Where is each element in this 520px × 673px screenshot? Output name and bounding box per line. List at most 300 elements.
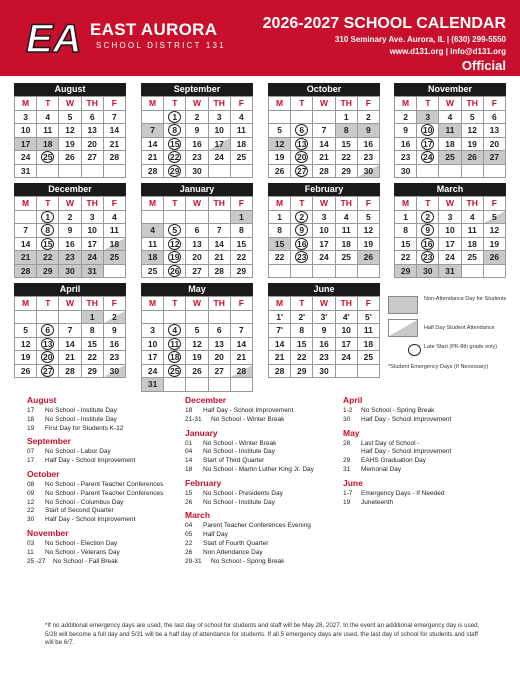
event-date: 1-2: [343, 407, 353, 414]
day-cell: 25: [142, 265, 164, 279]
day-cell: 14: [231, 338, 253, 352]
day-cell: 5: [15, 324, 37, 338]
day-cell: 17: [209, 138, 231, 152]
event-description: No School - Spring Break: [211, 557, 285, 565]
day-cell: 26: [186, 365, 208, 379]
weekday-header: T: [417, 97, 439, 111]
emergency-day-mark: *: [280, 327, 283, 334]
event-row: [27, 490, 163, 499]
month-name: November: [394, 83, 506, 96]
day-cell: 19: [484, 238, 506, 252]
day-cell: 30: [186, 165, 208, 179]
weekday-header: TH: [82, 197, 104, 211]
day-cell: 16: [313, 338, 335, 352]
day-cell: 21: [313, 151, 335, 165]
weekday-header: T: [37, 297, 59, 311]
day-cell: 8: [231, 224, 253, 238]
day-cell: 10: [15, 124, 37, 138]
day-cell: 4: [439, 111, 461, 125]
day-cell: 21: [269, 351, 291, 365]
day-cell: 13: [209, 338, 231, 352]
logo-letters: EA: [26, 17, 82, 60]
legend-late-start-circle-icon: [408, 344, 421, 356]
empty-day-cell: [313, 111, 335, 125]
day-cell: 21: [15, 251, 37, 265]
day-cell: 18: [439, 138, 461, 152]
event-month-heading: October: [27, 468, 60, 479]
weekday-header: T: [417, 197, 439, 211]
day-cell: 30: [313, 365, 335, 379]
day-cell: 30: [59, 265, 81, 279]
month-august: [14, 83, 126, 189]
day-cell: 17: [142, 351, 164, 365]
day-cell: [164, 365, 186, 379]
weekday-header: M: [15, 197, 37, 211]
day-cell: 17: [439, 238, 461, 252]
event-description: No School - Institute Day: [203, 448, 275, 456]
day-cell: 1: [82, 311, 104, 325]
day-cell: [291, 251, 313, 265]
weekday-header: TH: [462, 197, 484, 211]
event-date: 18: [27, 415, 35, 423]
event-month-heading: June: [343, 477, 363, 488]
event-date: 28: [343, 439, 351, 447]
day-cell: 2: [358, 111, 380, 125]
late-start-day: 22: [170, 152, 180, 163]
weekday-header: W: [313, 197, 335, 211]
day-cell: 24: [209, 151, 231, 165]
day-cell: [164, 165, 186, 179]
day-cell: 13: [186, 238, 208, 252]
day-cell: 9: [358, 124, 380, 138]
event-description: No School - Winter Break: [203, 439, 277, 447]
event-row: [27, 549, 163, 558]
month-name: September: [141, 83, 253, 96]
day-cell: 7: [142, 124, 164, 138]
day-cell: 20: [484, 138, 506, 152]
day-cell: 11: [439, 124, 461, 138]
day-cell: 16: [104, 338, 126, 352]
event-row: [343, 457, 451, 466]
event-row: [27, 448, 163, 457]
event-row: [343, 416, 451, 425]
weekday-header: F: [104, 97, 126, 111]
weekday-header: M: [15, 97, 37, 111]
day-cell: 22: [336, 151, 358, 165]
day-cell: 17: [313, 238, 335, 252]
day-cell: 25: [358, 351, 380, 365]
day-cell: 3: [439, 211, 461, 225]
weekday-header: W: [59, 297, 81, 311]
month-may: [141, 283, 253, 389]
event-date: 07: [27, 448, 35, 456]
event-description: No School - Parent Teacher Conferences: [45, 480, 164, 488]
late-start-day: 18: [170, 352, 180, 363]
event-date: 11: [27, 548, 34, 556]
event-description: Half Day - School Improvement: [361, 415, 452, 423]
day-cell: 4: [37, 111, 59, 125]
event-date: 31: [343, 465, 351, 473]
day-cell: [37, 211, 59, 225]
month-day-grid: [14, 96, 126, 178]
day-cell: 14: [313, 138, 335, 152]
event-month-heading: March: [185, 510, 211, 521]
weekday-header: T: [37, 97, 59, 111]
month-day-grid: [394, 196, 506, 278]
official-label: Official: [461, 58, 506, 73]
day-cell: 7: [59, 324, 81, 338]
day-cell: 5 *: [358, 311, 380, 325]
weekday-header: TH: [209, 197, 231, 211]
event-row: [343, 407, 451, 416]
day-cell: 27: [484, 151, 506, 165]
day-cell: 11: [336, 224, 358, 238]
day-cell: [37, 224, 59, 238]
day-cell: 25: [104, 251, 126, 265]
event-row: [185, 440, 314, 449]
weekday-header: M: [269, 197, 291, 211]
late-start-day: 13: [43, 338, 53, 349]
weekday-header: TH: [462, 97, 484, 111]
empty-day-cell: [186, 378, 208, 392]
day-cell: 14: [209, 238, 231, 252]
empty-day-cell: [82, 165, 104, 179]
legend-late-start-label: Late Start (PK-8th grade only): [424, 344, 498, 350]
day-cell: 17: [82, 238, 104, 252]
day-cell: 6: [209, 324, 231, 338]
month-day-grid: [268, 296, 380, 378]
event-date: 17: [27, 407, 35, 414]
day-cell: [291, 224, 313, 238]
day-cell: 21: [142, 151, 164, 165]
event-row: [27, 425, 163, 434]
day-cell: [37, 351, 59, 365]
event-month-heading: May: [343, 427, 360, 438]
month-name: April: [14, 283, 126, 296]
day-cell: [417, 211, 439, 225]
event-description: Half Day - School Improvement: [45, 457, 136, 465]
day-cell: [291, 211, 313, 225]
event-date: 18: [185, 407, 193, 414]
day-cell: 8: [269, 224, 291, 238]
day-cell: 7: [104, 111, 126, 125]
weekday-header: T: [164, 97, 186, 111]
day-cell: 7: [313, 124, 335, 138]
legend-half-day-label: Half Day Student Attendance: [424, 325, 495, 331]
month-day-grid: [141, 296, 253, 392]
weekday-header: M: [142, 297, 164, 311]
event-date: 1-7: [343, 489, 353, 497]
day-cell: 4: [142, 224, 164, 238]
day-cell: 25: [462, 251, 484, 265]
day-cell: [37, 151, 59, 165]
day-cell: 1: [395, 211, 417, 225]
day-cell: 6: [82, 111, 104, 125]
late-start-day: 25: [170, 365, 180, 376]
month-june: [268, 283, 380, 389]
event-month-heading: September: [27, 436, 71, 447]
empty-day-cell: [439, 165, 461, 179]
day-cell: 4: [336, 211, 358, 225]
day-cell: 28: [59, 365, 81, 379]
day-cell: 23: [104, 351, 126, 365]
event-description: No School - Winter Break: [211, 415, 285, 423]
emergency-day-mark: *: [325, 313, 328, 320]
day-cell: 1: [231, 211, 253, 225]
weekday-header: TH: [209, 297, 231, 311]
day-cell: 31: [142, 378, 164, 392]
event-date: 17: [27, 457, 35, 465]
district-subtitle: SCHOOL DISTRICT 131: [96, 41, 226, 50]
late-start-day: 6: [295, 124, 308, 136]
event-date: 12: [27, 498, 35, 506]
weekday-header: M: [142, 197, 164, 211]
day-cell: 18: [142, 251, 164, 265]
late-start-day: 23: [297, 252, 307, 263]
month-name: August: [14, 83, 126, 96]
late-start-day: 16: [297, 238, 307, 249]
day-cell: 22: [231, 251, 253, 265]
day-cell: 18: [104, 238, 126, 252]
day-cell: 11: [37, 124, 59, 138]
event-description: No School - Presidents Day: [203, 489, 283, 497]
late-start-day: 6: [41, 324, 54, 336]
day-cell: 12: [269, 138, 291, 152]
day-cell: 2: [186, 111, 208, 125]
day-cell: 15: [336, 138, 358, 152]
event-row: [185, 448, 314, 457]
event-row: [27, 407, 163, 416]
empty-day-cell: [336, 365, 358, 379]
day-cell: 10: [82, 224, 104, 238]
day-cell: [164, 224, 186, 238]
day-cell: [164, 324, 186, 338]
day-cell: 12: [15, 338, 37, 352]
event-date: 05: [185, 531, 193, 539]
day-cell: 15: [291, 338, 313, 352]
day-cell: 22: [82, 351, 104, 365]
day-cell: 18: [358, 338, 380, 352]
day-cell: 26: [358, 251, 380, 265]
day-cell: [291, 238, 313, 252]
day-cell: 22: [269, 251, 291, 265]
day-cell: [164, 338, 186, 352]
month-october: [268, 83, 380, 189]
day-cell: 31: [82, 265, 104, 279]
event-month-heading: December: [185, 395, 227, 405]
day-cell: 19: [358, 238, 380, 252]
month-name: June: [268, 283, 380, 296]
day-cell: 15: [82, 338, 104, 352]
event-description: Memorial Day: [361, 465, 402, 473]
day-cell: 2: [59, 211, 81, 225]
day-cell: 3: [417, 111, 439, 125]
day-cell: 21: [104, 138, 126, 152]
day-cell: [164, 111, 186, 125]
day-cell: 26: [59, 151, 81, 165]
late-start-day: 11: [170, 338, 180, 349]
event-date: 29: [343, 457, 351, 465]
day-cell: 14: [59, 338, 81, 352]
event-date: 14: [185, 457, 193, 465]
day-cell: 23: [59, 251, 81, 265]
calendar-title: 2026-2027 SCHOOL CALENDAR: [262, 15, 506, 32]
emergency-day-mark: *: [303, 313, 306, 320]
day-cell: 9: [313, 324, 335, 338]
day-cell: 5: [358, 211, 380, 225]
day-cell: 11: [462, 224, 484, 238]
day-cell: 29: [231, 265, 253, 279]
empty-day-cell: [484, 165, 506, 179]
event-date: 26: [185, 548, 193, 556]
day-cell: 11: [142, 238, 164, 252]
weekday-header: W: [186, 197, 208, 211]
day-cell: [37, 324, 59, 338]
day-cell: 27: [82, 151, 104, 165]
day-cell: 5: [484, 211, 506, 225]
events-column-2: [185, 392, 314, 566]
event-row: [185, 416, 314, 425]
empty-day-cell: [186, 211, 208, 225]
event-description: No School - Columbus Day: [45, 498, 124, 506]
month-day-grid: [14, 196, 126, 278]
event-description: No School - Institute Day: [203, 498, 275, 506]
day-cell: 21: [231, 351, 253, 365]
late-start-day: 25: [43, 152, 53, 163]
day-cell: 10: [439, 224, 461, 238]
day-cell: 10: [209, 124, 231, 138]
late-start-day: 4: [168, 324, 181, 336]
day-cell: 19: [186, 351, 208, 365]
day-cell: 4: [462, 211, 484, 225]
event-row: [27, 457, 163, 466]
late-start-day: 10: [423, 125, 433, 136]
day-cell: 5: [186, 324, 208, 338]
empty-day-cell: [164, 311, 186, 325]
day-cell: 23: [313, 351, 335, 365]
event-row: [185, 549, 314, 558]
day-cell: 5: [59, 111, 81, 125]
weekday-header: F: [231, 297, 253, 311]
event-description: Emergency Days - If Needed: [361, 489, 445, 497]
late-start-day: 2: [421, 211, 434, 223]
late-start-day: 13: [297, 138, 307, 149]
event-row: [343, 440, 451, 449]
event-date: 19: [343, 498, 351, 506]
month-name: January: [141, 183, 253, 196]
weekday-header: F: [104, 197, 126, 211]
event-description: No School - Labor Day: [45, 448, 111, 456]
day-cell: 8: [336, 124, 358, 138]
day-cell: 4: [104, 211, 126, 225]
weekday-header: F: [231, 97, 253, 111]
day-cell: 5: [462, 111, 484, 125]
day-cell: 22: [395, 251, 417, 265]
month-day-grid: [14, 296, 126, 378]
day-cell: 2 *: [291, 311, 313, 325]
month-day-grid: [394, 96, 506, 178]
empty-day-cell: [462, 165, 484, 179]
weekday-header: M: [269, 97, 291, 111]
day-cell: 30: [395, 165, 417, 179]
day-cell: 24: [439, 251, 461, 265]
month-name: February: [268, 183, 380, 196]
late-start-day: 5: [168, 224, 181, 236]
day-cell: 10: [336, 324, 358, 338]
day-cell: 7: [231, 324, 253, 338]
late-start-day: 29: [170, 165, 180, 176]
event-date: 25 -27: [27, 557, 46, 565]
month-name: May: [141, 283, 253, 296]
month-april: [14, 283, 126, 389]
empty-day-cell: [313, 265, 335, 279]
late-start-day: 15: [43, 238, 53, 249]
event-row: [185, 490, 314, 499]
event-description: No School - Spring Break: [361, 407, 435, 414]
day-cell: [417, 224, 439, 238]
empty-day-cell: [209, 311, 231, 325]
day-cell: 24: [336, 351, 358, 365]
event-date: 29-31: [185, 557, 202, 565]
late-start-day: 27: [43, 365, 53, 376]
weekday-header: T: [164, 297, 186, 311]
weekday-header: F: [231, 197, 253, 211]
weekday-header: M: [395, 97, 417, 111]
event-date: 08: [27, 480, 35, 488]
month-day-grid: [141, 196, 253, 278]
empty-day-cell: [417, 165, 439, 179]
empty-day-cell: [358, 265, 380, 279]
day-cell: [417, 251, 439, 265]
day-cell: 12: [59, 124, 81, 138]
day-cell: 10: [142, 338, 164, 352]
month-day-grid: [141, 96, 253, 178]
weekday-header: W: [439, 197, 461, 211]
empty-day-cell: [484, 265, 506, 279]
day-cell: [164, 265, 186, 279]
district-contact: www.d131.org | info@d131.org: [389, 47, 506, 56]
day-cell: 3: [209, 111, 231, 125]
late-start-day: 8: [168, 124, 181, 136]
month-september: [141, 83, 253, 189]
day-cell: [164, 151, 186, 165]
day-cell: [37, 338, 59, 352]
events-column-3: [343, 392, 451, 507]
day-cell: 28: [313, 165, 335, 179]
event-month-heading: January: [185, 427, 218, 438]
event-date: 26: [185, 498, 193, 506]
day-cell: 2: [395, 111, 417, 125]
day-cell: 11: [358, 324, 380, 338]
day-cell: 26: [462, 151, 484, 165]
event-month-heading: April: [343, 395, 363, 405]
event-row: [343, 448, 451, 457]
empty-day-cell: [462, 265, 484, 279]
event-description: Start of Second Quarter: [45, 507, 114, 515]
day-cell: [37, 238, 59, 252]
event-row: [27, 540, 163, 549]
day-cell: 28: [209, 265, 231, 279]
month-december: [14, 183, 126, 289]
day-cell: 30: [417, 265, 439, 279]
day-cell: 14: [104, 124, 126, 138]
day-cell: 3: [142, 324, 164, 338]
event-description: Half Day: [203, 531, 228, 539]
event-row: [185, 531, 314, 540]
event-date: 04: [185, 448, 193, 456]
event-date: 01: [185, 439, 193, 447]
day-cell: [37, 365, 59, 379]
